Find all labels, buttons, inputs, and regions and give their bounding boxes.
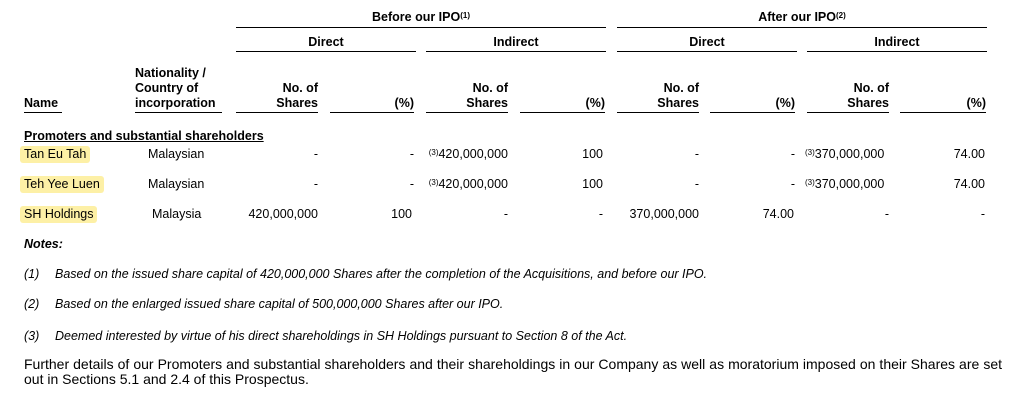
divider — [900, 112, 986, 113]
column-header-pct: (%) — [394, 96, 414, 110]
divider — [807, 51, 987, 52]
after-indirect-shares — [805, 177, 884, 192]
subheader-before-indirect: Indirect — [493, 35, 539, 49]
column-header-shares — [236, 81, 318, 111]
column-header-shares-line: Shares — [657, 96, 699, 110]
before-indirect-shares — [416, 147, 508, 162]
divider — [426, 112, 508, 113]
before-direct-shares: - — [313, 177, 318, 191]
after-direct-pct: 74.00 — [762, 207, 794, 221]
column-header-nationality-line: Country of — [135, 81, 199, 95]
highlighted-name: Teh Yee Luen — [20, 176, 104, 193]
column-header-shares-line: No. of — [282, 81, 318, 95]
subheader-after-direct: Direct — [689, 35, 725, 49]
divider — [520, 112, 605, 113]
footnote-marker: (3) — [428, 148, 439, 157]
after-indirect-shares-value: 370,000,000 — [814, 177, 885, 191]
column-header-pct: (%) — [585, 96, 605, 110]
group-header-after-label: After our IPO — [758, 10, 836, 24]
before-indirect-shares-value: - — [503, 207, 508, 221]
before-indirect-pct: 100 — [582, 147, 603, 161]
after-indirect-shares — [805, 147, 884, 162]
divider — [807, 112, 889, 113]
group-header-after-ipo — [617, 10, 987, 25]
before-indirect-pct: 100 — [582, 177, 603, 191]
group-header-before-label: Before our IPO — [372, 10, 461, 24]
before-direct-pct: - — [409, 147, 414, 161]
after-direct-pct: - — [790, 177, 795, 191]
column-header-shares — [617, 81, 699, 111]
divider — [236, 112, 318, 113]
group-header-before-ipo — [236, 10, 606, 25]
nationality: Malaysian — [148, 177, 205, 191]
shareholder-name — [20, 147, 90, 162]
column-header-nationality — [135, 66, 216, 111]
before-direct-shares: 420,000,000 — [248, 207, 318, 221]
highlighted-name: Tan Eu Tah — [20, 146, 90, 163]
highlighted-name: SH Holdings — [20, 206, 97, 223]
column-header-nationality-line: Nationality / — [135, 66, 206, 80]
after-indirect-pct: 74.00 — [953, 177, 985, 191]
after-direct-pct: - — [790, 147, 795, 161]
shareholder-name — [20, 207, 97, 222]
divider — [617, 27, 987, 28]
nationality: Malaysia — [152, 207, 202, 221]
divider — [236, 27, 606, 28]
before-indirect-shares — [416, 207, 508, 222]
after-indirect-pct: - — [980, 207, 985, 221]
note-marker: (3) — [24, 329, 40, 343]
before-direct-pct: - — [409, 177, 414, 191]
before-indirect-pct: - — [598, 207, 603, 221]
shareholder-name — [20, 177, 104, 192]
divider — [24, 112, 62, 113]
note-marker: (1) — [24, 267, 40, 281]
footnote-marker: (3) — [805, 178, 815, 187]
after-direct-shares: 370,000,000 — [629, 207, 699, 221]
divider — [426, 51, 606, 52]
after-indirect-shares — [807, 207, 889, 222]
column-header-name: Name — [24, 96, 59, 110]
footnote-marker: (2) — [836, 11, 846, 20]
note-text: Based on the enlarged issued share capital of 500,000,000 Shares after our IPO. — [55, 297, 504, 311]
section-title: Promoters and substantial shareholders — [24, 129, 264, 143]
subheader-before-direct: Direct — [308, 35, 344, 49]
note-marker: (2) — [24, 297, 40, 311]
column-header-pct: (%) — [966, 96, 986, 110]
before-indirect-shares-value: 420,000,000 — [438, 177, 508, 191]
column-header-shares — [426, 81, 508, 111]
nationality: Malaysian — [148, 147, 205, 161]
footer-paragraph: Further details of our Promoters and substantial shareholders and their shareholdings in our Company as well as moratorium imposed on their Shares are set out in Sections 5.1 and 2.4 of this Prospectus. — [24, 356, 1002, 387]
after-indirect-pct: 74.00 — [953, 147, 985, 161]
after-indirect-shares-value: 370,000,000 — [814, 147, 885, 161]
footnote-marker: (1) — [460, 11, 470, 20]
column-header-shares-line: No. of — [853, 81, 889, 95]
before-indirect-shares — [416, 177, 508, 192]
before-indirect-shares-value: 420,000,000 — [438, 147, 508, 161]
column-header-shares-line: Shares — [276, 96, 318, 110]
column-header-shares-line: No. of — [472, 81, 508, 95]
subheader-after-indirect: Indirect — [874, 35, 920, 49]
after-direct-shares: - — [694, 147, 699, 161]
divider — [617, 112, 699, 113]
note-text: Deemed interested by virtue of his direct shareholdings in SH Holdings pursuant to Section 8 of the Act. — [55, 329, 628, 343]
after-direct-shares: - — [694, 177, 699, 191]
column-header-shares-line: No. of — [663, 81, 699, 95]
before-direct-pct: 100 — [391, 207, 412, 221]
column-header-shares — [807, 81, 889, 111]
before-direct-shares: - — [313, 147, 318, 161]
notes-title: Notes: — [24, 237, 63, 251]
after-indirect-shares-value: - — [884, 207, 889, 221]
footnote-marker: (3) — [805, 148, 815, 157]
divider — [710, 112, 795, 113]
divider — [236, 51, 416, 52]
divider — [617, 51, 797, 52]
column-header-shares-line: Shares — [847, 96, 889, 110]
column-header-nationality-line: incorporation — [135, 96, 216, 110]
column-header-pct: (%) — [775, 96, 795, 110]
note-text: Based on the issued share capital of 420,000,000 Shares after the completion of the Acquisitions, and before our IPO. — [55, 267, 708, 281]
footnote-marker: (3) — [428, 178, 439, 187]
divider — [135, 112, 222, 113]
column-header-shares-line: Shares — [466, 96, 508, 110]
divider — [330, 112, 414, 113]
